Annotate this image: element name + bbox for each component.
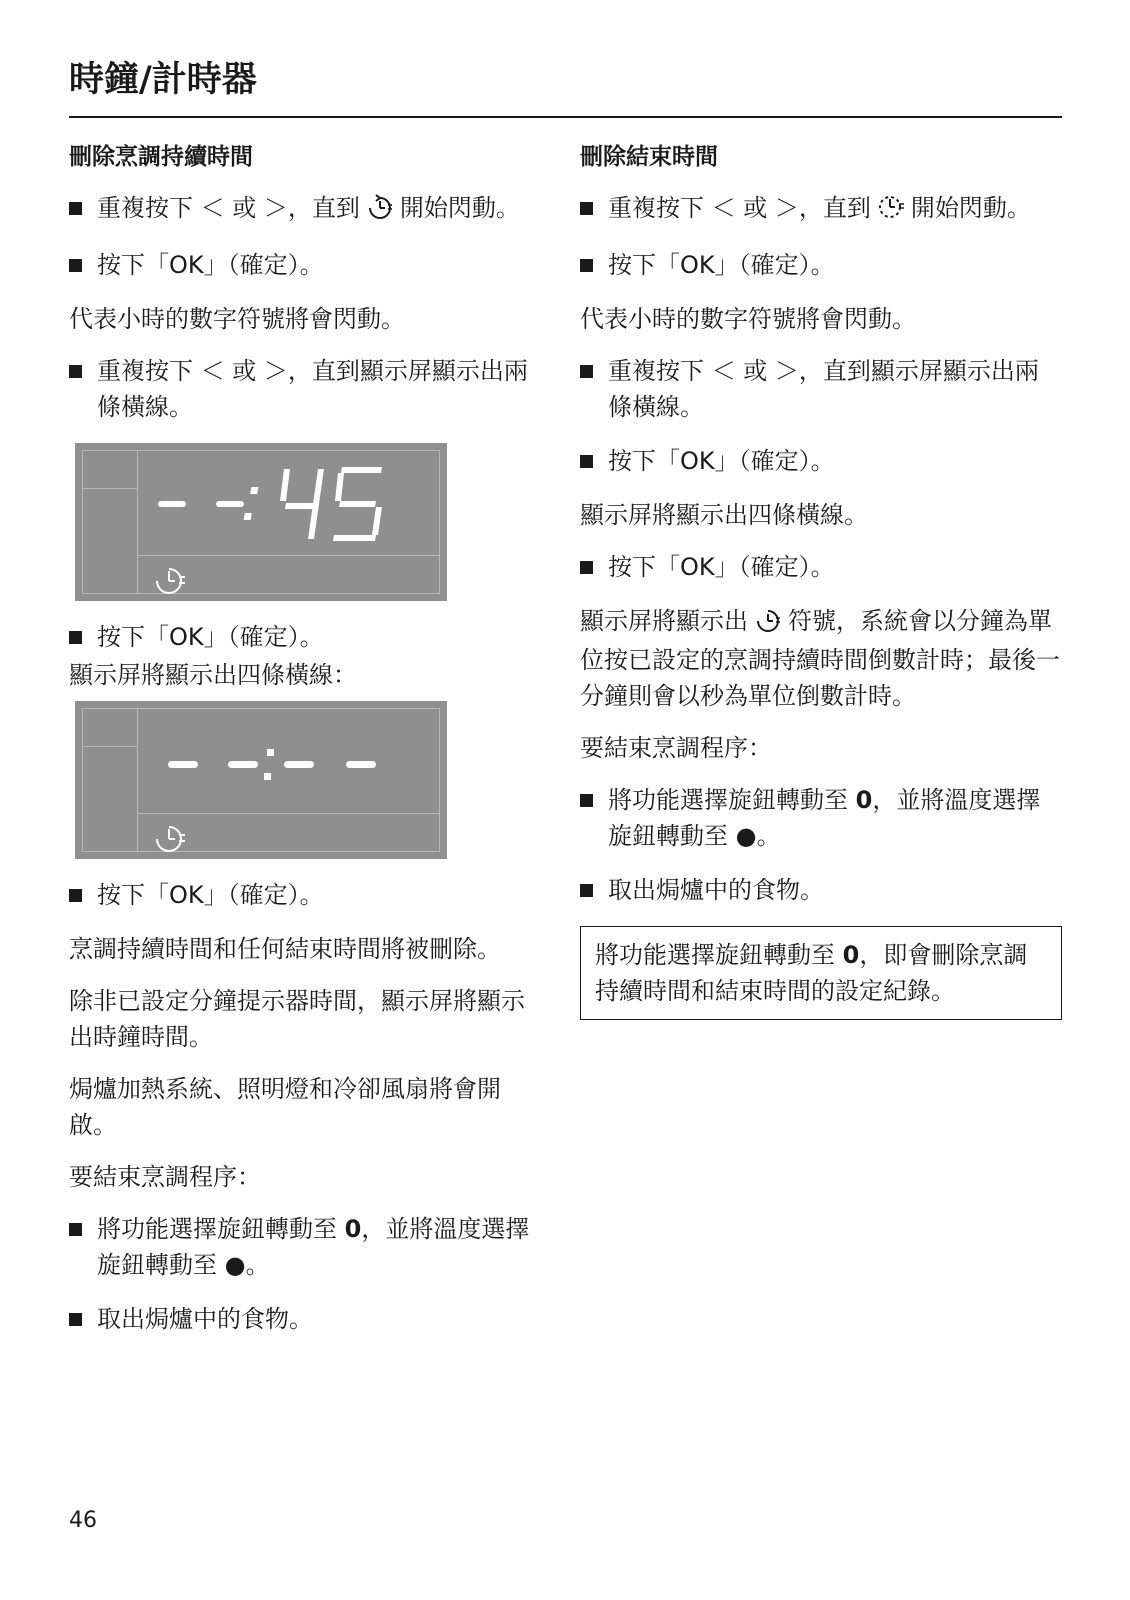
step-repeat-two-lines: 重複按下 ＜ 或 ＞，直到顯示屏顯示出兩條橫線。 <box>580 353 1062 425</box>
step-text: ，並將溫度選擇旋鈕轉動至 ●。 <box>97 1215 530 1279</box>
display-dashes <box>150 719 390 803</box>
duration-timer-icon <box>366 193 394 229</box>
step-text: 開始閃動。 <box>399 194 520 222</box>
duration-timer-icon <box>151 819 191 855</box>
paragraph-countdown <box>580 603 1062 714</box>
step-press-ok: 按下「OK」（確定）。 <box>580 443 1062 479</box>
knob-zero: 0 <box>842 941 860 969</box>
page-number: 46 <box>69 1508 97 1533</box>
step-repeat-until-icon <box>69 190 531 229</box>
step-turn-knob <box>580 782 1062 854</box>
step-press-ok: 按下「OK」（確定）。 <box>580 549 1062 585</box>
step-press-ok: 按下「OK」（確定）。 <box>69 247 531 283</box>
step-text: 重複按下 ＜ 或 ＞，直到 <box>97 194 360 222</box>
paragraph: 代表小時的數字符號將會閃動。 <box>580 305 916 333</box>
step-remove-food: 取出焗爐中的食物。 <box>69 1301 531 1337</box>
oven-display-minutes <box>75 443 447 601</box>
duration-timer-icon <box>151 561 191 597</box>
step-text: 將功能選擇旋鈕轉動至 <box>97 1215 337 1243</box>
oven-display-four-lines <box>75 701 447 859</box>
page-title: 時鐘/計時器 <box>69 60 257 100</box>
paragraph: 代表小時的數字符號將會閃動。 <box>69 305 405 333</box>
section-heading-delete-duration: 刪除烹調持續時間 <box>69 144 253 170</box>
display-digits <box>150 461 390 545</box>
step-text: 將功能選擇旋鈕轉動至 <box>608 786 848 814</box>
step-repeat-two-lines: 重複按下 ＜ 或 ＞，直到顯示屏顯示出兩條橫線。 <box>69 353 531 425</box>
title-divider <box>69 116 1062 118</box>
paragraph: 烹調持續時間和任何結束時間將被刪除。 <box>69 935 501 963</box>
note-text: ，即會刪除烹調持續時間和結束時間的設定紀錄。 <box>595 941 1028 1005</box>
end-time-icon <box>877 193 905 229</box>
left-column <box>69 142 531 1355</box>
note-box <box>580 926 1062 1020</box>
paragraph: 顯示屏將顯示出四條橫線。 <box>580 501 868 529</box>
step-press-ok: 按下「OK」（確定）。 <box>69 619 531 655</box>
step-press-ok: 按下「OK」（確定）。 <box>69 877 531 913</box>
step-remove-food: 取出焗爐中的食物。 <box>580 872 1062 908</box>
paragraph-text: 符號，系統會以分鐘為單位按已設定的烹調持續時間倒數計時；最後一分鐘則會以秒為單位倒數計時。 <box>580 607 1060 710</box>
paragraph-text: 顯示屏將顯示出 <box>580 607 748 635</box>
section-heading-delete-end-time: 刪除結束時間 <box>580 144 718 170</box>
knob-zero: 0 <box>344 1215 362 1243</box>
paragraph: 顯示屏將顯示出四條橫線： <box>69 661 357 689</box>
note-text: 將功能選擇旋鈕轉動至 <box>595 941 835 969</box>
step-text: 重複按下 ＜ 或 ＞，直到 <box>608 194 871 222</box>
step-repeat-until-icon <box>580 190 1062 229</box>
step-text: 開始閃動。 <box>910 194 1031 222</box>
knob-zero: 0 <box>855 786 873 814</box>
paragraph: 除非已設定分鐘提示器時間，顯示屏將顯示出時鐘時間。 <box>69 987 525 1051</box>
paragraph: 焗爐加熱系統、照明燈和冷卻風扇將會開啟。 <box>69 1075 501 1139</box>
paragraph: 要結束烹調程序： <box>580 734 772 762</box>
step-text: ，並將溫度選擇旋鈕轉動至 ●。 <box>608 786 1041 850</box>
step-press-ok: 按下「OK」（確定）。 <box>580 247 1062 283</box>
step-turn-knob <box>69 1211 531 1283</box>
right-column <box>580 142 1062 1020</box>
duration-timer-icon <box>754 606 782 642</box>
paragraph: 要結束烹調程序： <box>69 1163 261 1191</box>
